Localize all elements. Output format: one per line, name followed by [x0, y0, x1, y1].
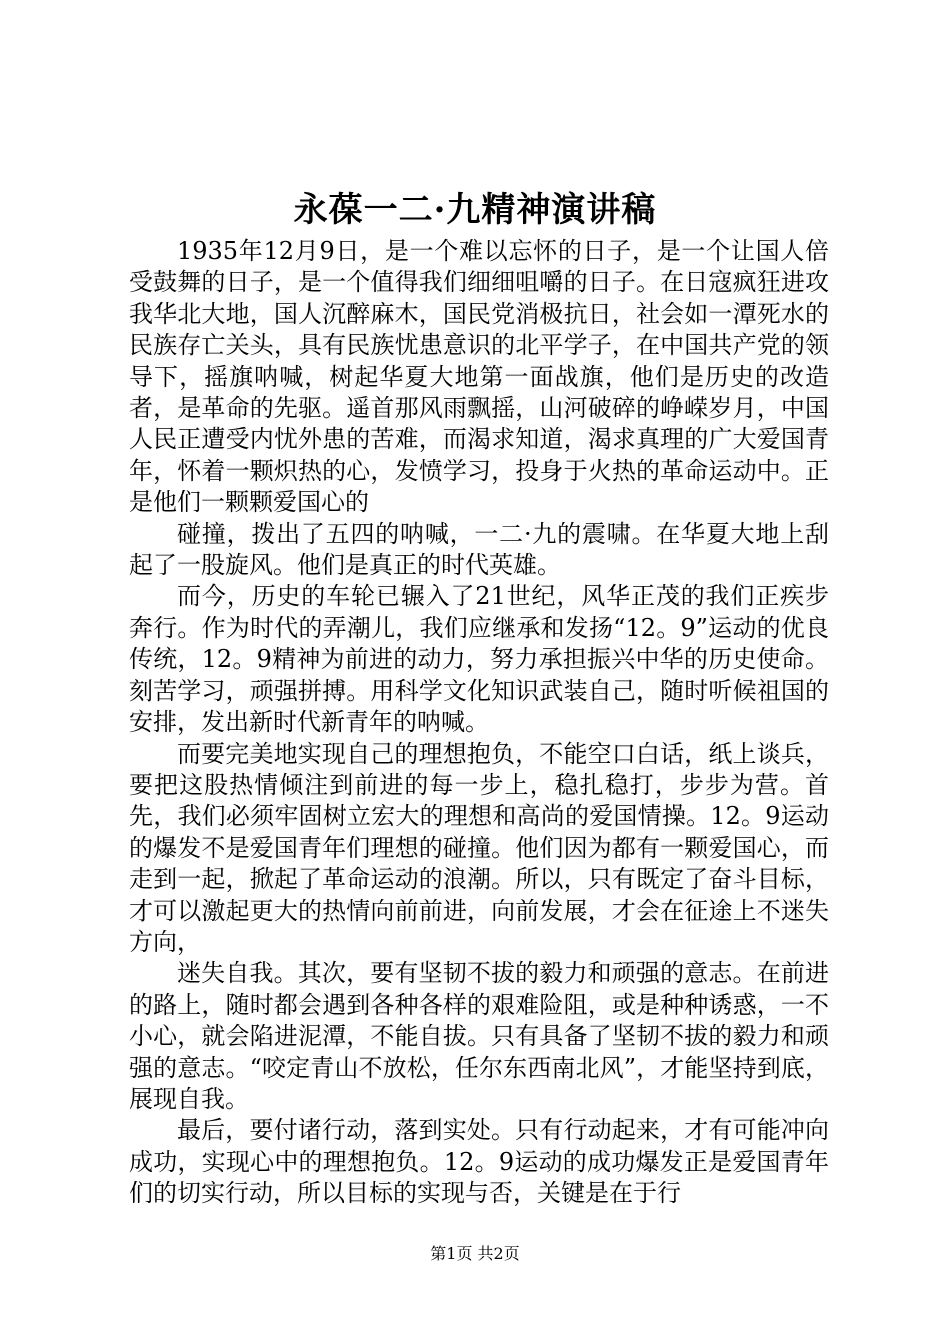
- document-title: 永葆一二·九精神演讲稿: [293, 190, 657, 230]
- paragraph: 碰撞，拨出了五四的呐喊，一二·九的震啸。在华夏大地上刮起了一股旋风。他们是真正的时代英雄。: [129, 519, 829, 580]
- paragraph: 1935年12月9日，是一个难以忘怀的日子，是一个让国人倍受鼓舞的日子，是一个值得我们细细咀嚼的日子。在日寇疯狂进攻我华北大地，国人沉醉麻木，国民党消极抗日，社会如一潭死水的民族存亡关头，具有民族忧患意识的北平学子，在中国共产党的领导下，摇旗呐喊，树起华夏大地第一面战旗，他们是历史的改造者，是革命的先驱。遥首那风雨飘摇，山河破碎的峥嵘岁月，中国人民正遭受内忧外患的苦难，而渴求知道，渴求真理的广大爱国青年，怀着一颗炽热的心，发愤学习，投身于火热的革命运动中。正是他们一颗颗爱国心的: [129, 237, 829, 517]
- paragraph: 最后，要付诸行动，落到实处。只有行动起来，才有可能冲向成功，实现心中的理想抱负。12。9运动的成功爆发正是爱国青年们的切实行动，所以目标的实现与否，关键是在于行: [129, 1116, 829, 1208]
- paragraph: 迷失自我。其次，要有坚韧不拔的毅力和顽强的意志。在前进的路上，随时都会遇到各种各样的艰难险阻，或是种种诱惑，一不小心，就会陷进泥潭，不能自拔。只有具备了坚韧不拔的毅力和顽强的意志。“咬定青山不放松，任尔东西南北风”，才能坚持到底，展现自我。: [129, 959, 829, 1113]
- paragraph: 而今，历史的车轮已辗入了21世纪，风华正茂的我们正疾步奔行。作为时代的弄潮儿，我们应继承和发扬“12。9”运动的优良传统，12。9精神为前进的动力，努力承担振兴中华的历史使命。刻苦学习，顽强拼搏。用科学文化知识武装自己，随时听候祖国的安排，发出新时代新青年的呐喊。: [129, 582, 829, 737]
- page-footer: 第1页 共2页: [430, 1244, 520, 1263]
- paragraph: 而要完美地实现自己的理想抱负，不能空口白话，纸上谈兵，要把这股热情倾注到前进的每一步上，稳扎稳打，步步为营。首先，我们必须牢固树立宏大的理想和高尚的爱国情操。12。9运动的爆发不是爱国青年们理想的碰撞。他们因为都有一颗爱国心，而走到一起，掀起了革命运动的浪潮。所以，只有既定了奋斗目标，才可以激起更大的热情向前前进，向前发展，才会在征途上不迷失方向，: [129, 739, 829, 956]
- document-body: [129, 236, 829, 1210]
